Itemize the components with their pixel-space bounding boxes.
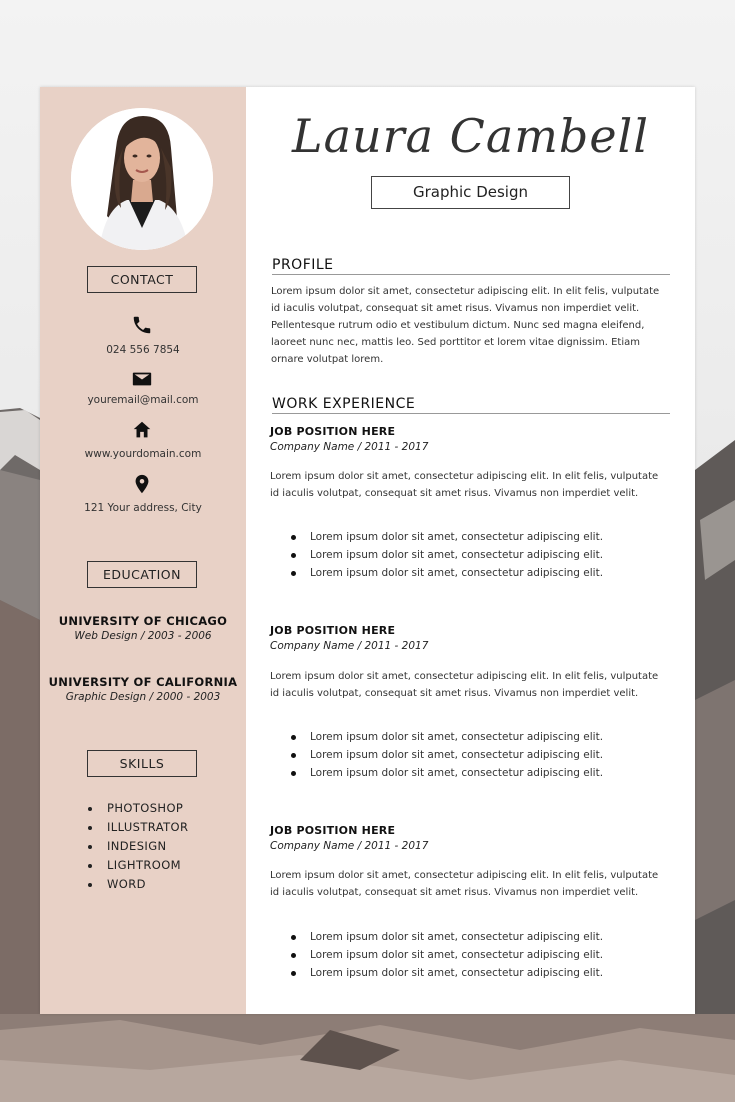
contact-heading: CONTACT: [87, 266, 197, 293]
location-pin-icon: [131, 473, 153, 495]
job-position: JOB POSITION HERE: [270, 624, 396, 637]
skill-item: INDESIGN: [107, 837, 188, 856]
education-detail: Web Design / 2003 - 2006: [74, 630, 212, 642]
job-position: JOB POSITION HERE: [270, 425, 396, 438]
profile-heading: PROFILE: [272, 257, 670, 275]
profile-photo: [71, 108, 213, 250]
skills-heading: SKILLS: [87, 750, 197, 777]
job-bullet: Lorem ipsum dolor sit amet, consectetur adipiscing elit.: [310, 764, 603, 782]
contact-phone: 024 556 7854: [106, 344, 180, 356]
education-heading: EDUCATION: [87, 561, 197, 588]
job-bullet: Lorem ipsum dolor sit amet, consectetur adipiscing elit.: [310, 746, 603, 764]
home-icon: [131, 419, 153, 441]
contact-address: 121 Your address, City: [84, 502, 202, 514]
job-company: Company Name / 2011 - 2017: [270, 441, 429, 453]
mail-icon: [131, 368, 153, 390]
education-school: UNIVERSITY OF CHICAGO: [58, 614, 228, 628]
job-description: Lorem ipsum dolor sit amet, consectetur adipiscing elit. In elit felis, vulputate id iaculis volutpat, consequat sit amet risus. Vivamus non imperdiet velit.: [270, 870, 659, 898]
job-company: Company Name / 2011 - 2017: [270, 640, 429, 652]
skill-item: LIGHTROOM: [107, 856, 188, 875]
skill-item: ILLUSTRATOR: [107, 818, 188, 837]
phone-icon: [131, 314, 153, 336]
job-bullet: Lorem ipsum dolor sit amet, consectetur adipiscing elit.: [310, 528, 603, 546]
resume-name: Laura Cambell: [292, 109, 649, 163]
contact-website: www.yourdomain.com: [84, 448, 202, 460]
education-detail: Graphic Design / 2000 - 2003: [65, 691, 221, 703]
job-bullets: [310, 928, 603, 982]
portrait-image: [71, 108, 213, 250]
resume-main: [246, 87, 695, 1014]
job-description: Lorem ipsum dolor sit amet, consectetur adipiscing elit. In elit felis, vulputate id iaculis volutpat, consequat sit amet risus. Vivamus non imperdiet velit.: [270, 671, 659, 699]
resume-sidebar: [40, 87, 246, 1014]
skill-item: WORD: [107, 875, 188, 894]
job-bullet: Lorem ipsum dolor sit amet, consectetur adipiscing elit.: [310, 928, 603, 946]
job-bullet: Lorem ipsum dolor sit amet, consectetur adipiscing elit.: [310, 728, 603, 746]
job-bullet: Lorem ipsum dolor sit amet, consectetur adipiscing elit.: [310, 564, 603, 582]
job-bullets: [310, 728, 603, 782]
job-bullets: [310, 528, 603, 582]
resume-role: Graphic Design: [371, 176, 570, 209]
profile-text: Lorem ipsum dolor sit amet, consectetur adipiscing elit. In elit felis, vulputate id iaculis volutpat, consequat sit amet risus. Vivamus non imperdiet velit. Pellentesque rutrum odio et vestibulum dictum. Nunc sed magna eleifend, laoreet nunc nec, mattis leo. Sed porttitor et lorem vitae dignissim. Etiam ornare volutpat lorem.: [271, 286, 660, 365]
resume-sheet: [40, 87, 695, 1014]
job-position: JOB POSITION HERE: [270, 824, 396, 837]
education-school: UNIVERSITY OF CALIFORNIA: [48, 675, 238, 689]
job-company: Company Name / 2011 - 2017: [270, 840, 429, 852]
job-bullet: Lorem ipsum dolor sit amet, consectetur adipiscing elit.: [310, 964, 603, 982]
job-bullet: Lorem ipsum dolor sit amet, consectetur adipiscing elit.: [310, 946, 603, 964]
contact-email: youremail@mail.com: [87, 394, 199, 406]
job-bullet: Lorem ipsum dolor sit amet, consectetur adipiscing elit.: [310, 546, 603, 564]
skills-list: [107, 799, 188, 894]
work-experience-heading: WORK EXPERIENCE: [272, 396, 670, 414]
job-description: Lorem ipsum dolor sit amet, consectetur adipiscing elit. In elit felis, vulputate id iaculis volutpat, consequat sit amet risus. Vivamus non imperdiet velit.: [270, 471, 659, 499]
skill-item: PHOTOSHOP: [107, 799, 188, 818]
